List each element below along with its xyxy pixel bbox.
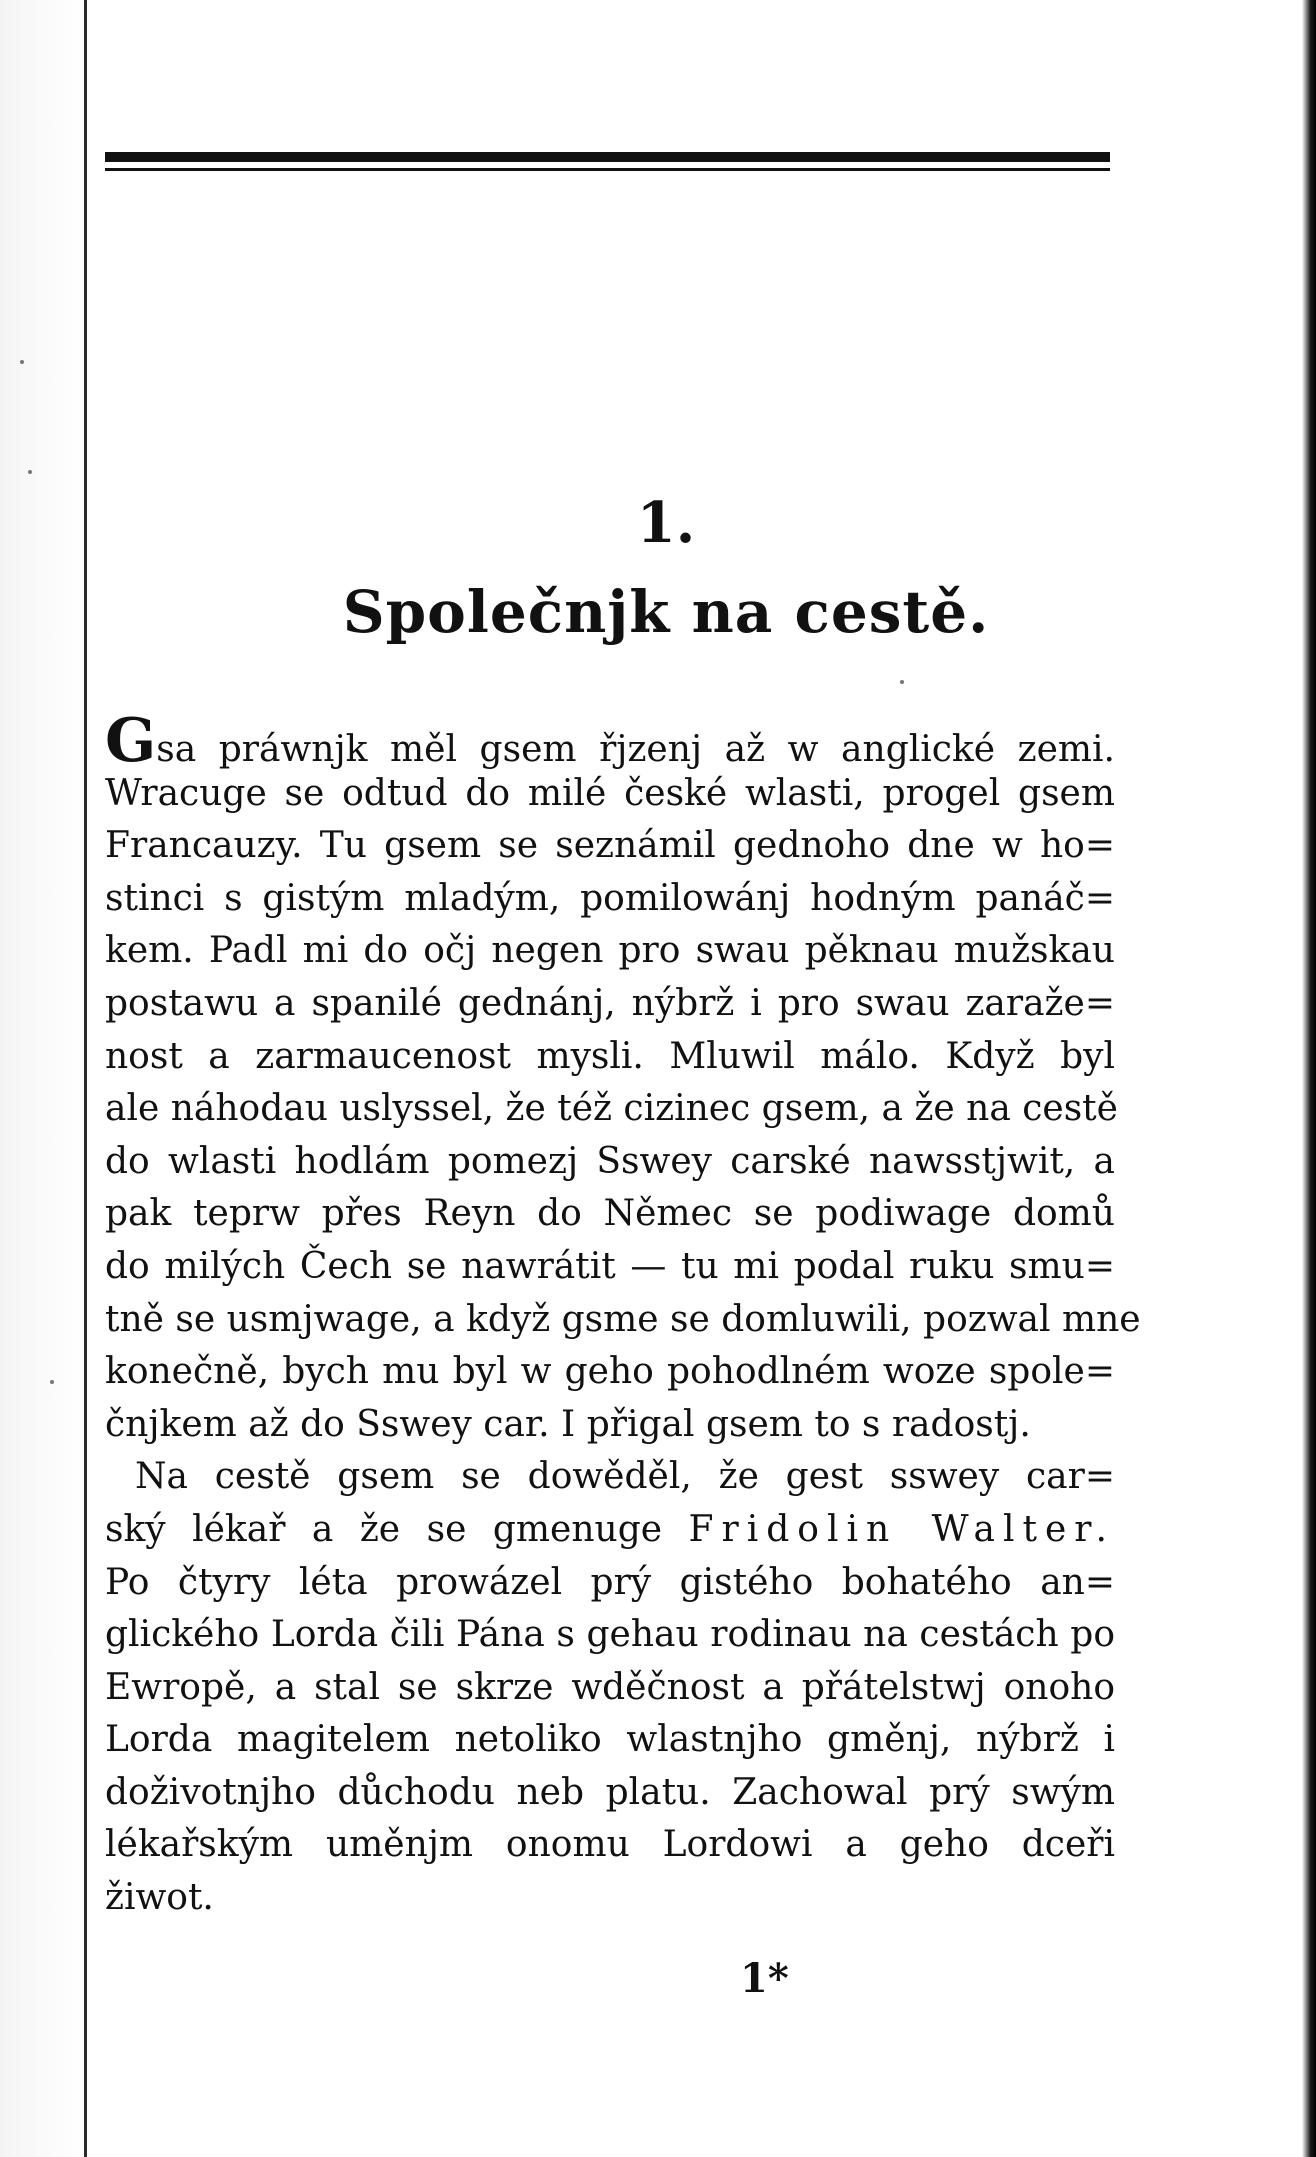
text-line: Po čtyry léta prowázel prý gistého bohatého an= [105, 1561, 1115, 1603]
text-line: tně se usmjwage, a když gsme se domluwili, pozwal mne [105, 1298, 1141, 1340]
text-line: lékařským uměnjm onomu Lordowi a geho dceři [105, 1824, 1115, 1866]
text-line: stinci s gistým mladým, pomilowánj hodným panáč= [105, 877, 1115, 919]
paper-speck [28, 470, 32, 474]
body-text [105, 706, 1141, 1925]
text-line: do milých Čech se nawrátit — tu mi podal ruku smu= [105, 1245, 1115, 1287]
printer-signature-mark: 1* [740, 1955, 789, 2002]
paper-speck [20, 360, 24, 364]
text-line: doživotnjho důchodu neb platu. Zachowal prý swým [105, 1771, 1115, 1813]
chapter-title: Společnjk na cestě. [342, 578, 990, 646]
text-line: žiwot. [105, 1877, 214, 1919]
text-line: pak teprw přes Reyn do Němec se podiwage domů [105, 1193, 1115, 1235]
person-name: Fridolin Walter. [688, 1508, 1115, 1550]
paper-speck [50, 1380, 54, 1384]
text-line: ský lékař a že se gmenuge Fridolin Walter. [105, 1508, 1115, 1550]
text-line: konečně, bych mu byl w geho pohodlném woze spole= [105, 1351, 1115, 1393]
text-line: glického Lorda čili Pána s gehau rodinau na cestách po [105, 1614, 1115, 1656]
text-line: ale náhodau uslyssel, že též cizinec gsem, a že na cestě [105, 1088, 1118, 1130]
page-gutter-shadow [0, 0, 84, 2157]
text-line: čnjkem až do Sswey car. I přigal gsem to s radostj. [105, 1403, 1031, 1445]
text-line: kem. Padl mi do očj negen pro swau pěknau mužskau [105, 930, 1115, 972]
text-line: Na cestě gsem se dowěděl, že gest sswey car= [135, 1456, 1115, 1498]
text-line: postawu a spanilé gednánj, nýbrž i pro swau zaraže= [105, 982, 1115, 1024]
header-rule-thin [105, 168, 1110, 171]
header-rule-thick [105, 152, 1110, 162]
text-line: nost a zarmaucenost mysli. Mluwil málo. Když byl [105, 1035, 1115, 1077]
text-line: Francauzy. Tu gsem se seznámil gednoho dne w ho= [105, 825, 1115, 867]
text-line: Gsa práwnjk měl gsem řjzenj až w anglické zemi. [105, 706, 1115, 776]
text-line: Wracuge se odtud do milé české wlasti, progel gsem [105, 772, 1115, 814]
text-line: do wlasti hodlám pomezj Sswey carské nawsstjwit, a [105, 1140, 1115, 1182]
chapter-number: 1. [636, 490, 696, 556]
drop-initial: G [105, 706, 157, 776]
page-spine-line [84, 0, 87, 2157]
text-line: Lorda magitelem netoliko wlastnjho gměnj, nýbrž i [105, 1719, 1115, 1761]
paper-speck [900, 680, 904, 684]
text-line: Ewropě, a stal se skrze wděčnost a přátelstwj onoho [105, 1666, 1115, 1708]
page-right-edge [1302, 0, 1316, 2157]
